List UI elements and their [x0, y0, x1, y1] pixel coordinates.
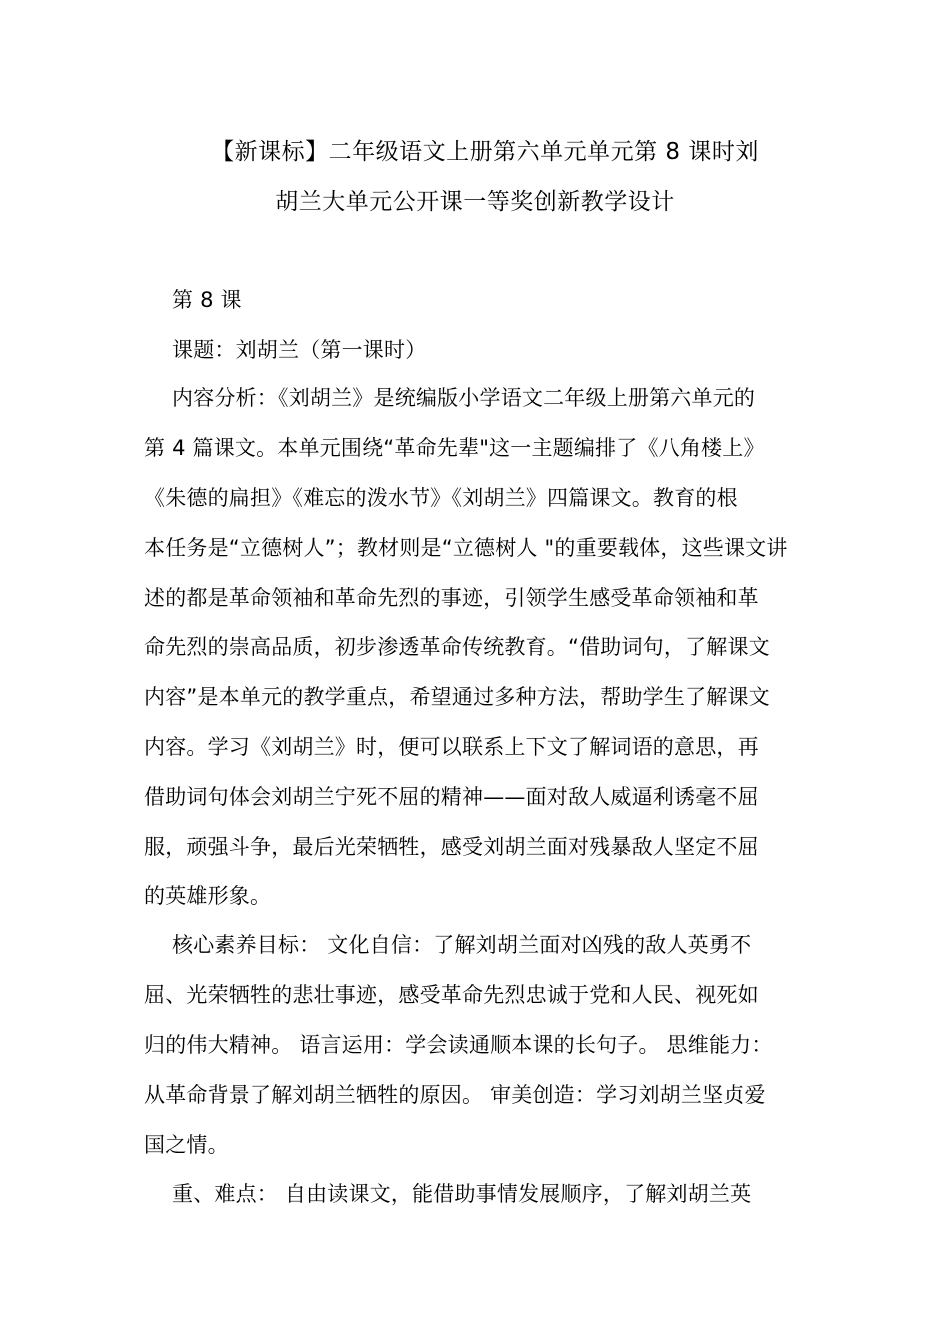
content-analysis-line: 内容”是本单元的教学重点，希望通过多种方法，帮助学生了解课文 [144, 685, 770, 709]
content-analysis-line: 的英雄形象。 [144, 884, 272, 908]
content-analysis-line: 第 4 篇课文。本单元围绕“革命先辈"这一主题编排了《八角楼上》 [144, 436, 765, 460]
lesson-topic: 课题：刘胡兰（第一课时） [172, 338, 427, 362]
core-literacy-line: 归的伟大精神。 语言运用：学会读通顺本课的长句子。 思维能力： [144, 1033, 773, 1057]
core-literacy-line: 屈、光荣牺牲的悲壮事迹，感受革命先烈忠诚于党和人民、视死如 [144, 983, 759, 1007]
document-title-line-1: 【新课标】二年级语文上册第六单元单元第 8 课时刘 [211, 139, 759, 165]
content-analysis-line: 《朱德的扁担》《难忘的泼水节》《刘胡兰》四篇课文。教育的根 [144, 486, 738, 510]
document-title-line-2: 胡兰大单元公开课一等奖创新教学设计 [275, 189, 675, 215]
content-analysis-line: 内容。学习《刘胡兰》时，便可以联系上下文了解词语的意思，再 [144, 735, 759, 759]
content-analysis-line: 内容分析：《刘胡兰》是统编版小学语文二年级上册第六单元的 [172, 386, 756, 410]
core-literacy-line: 国之情。 [144, 1133, 229, 1157]
lesson-number: 第 8 课 [172, 288, 242, 312]
core-literacy-line: 从革命背景了解刘胡兰牺牲的原因。 审美创造：学习刘胡兰坚贞爱 [144, 1083, 766, 1107]
content-analysis-line: 服，顽强斗争，最后光荣牺牲，感受刘胡兰面对残暴敌人坚定不屈 [144, 835, 759, 859]
core-literacy-line: 核心素养目标： 文化自信：了解刘胡兰面对凶残的敌人英勇不 [172, 933, 752, 957]
content-analysis-line: 述的都是革命领袖和革命先烈的事迹，引领学生感受革命领袖和革 [144, 586, 759, 610]
content-analysis-line: 借助词句体会刘胡兰宁死不屈的精神——面对敌人威逼利诱毫不屈 [144, 785, 759, 809]
content-analysis-line: 本任务是“立德树人”；教材则是“立德树人 "的重要载体，这些课文讲 [144, 536, 788, 560]
key-points-line: 重、难点： 自由读课文，能借助事情发展顺序，了解刘胡兰英 [172, 1182, 752, 1206]
content-analysis-line: 命先烈的崇高品质，初步渗透革命传统教育。“借助词句，了解课文 [144, 635, 770, 659]
